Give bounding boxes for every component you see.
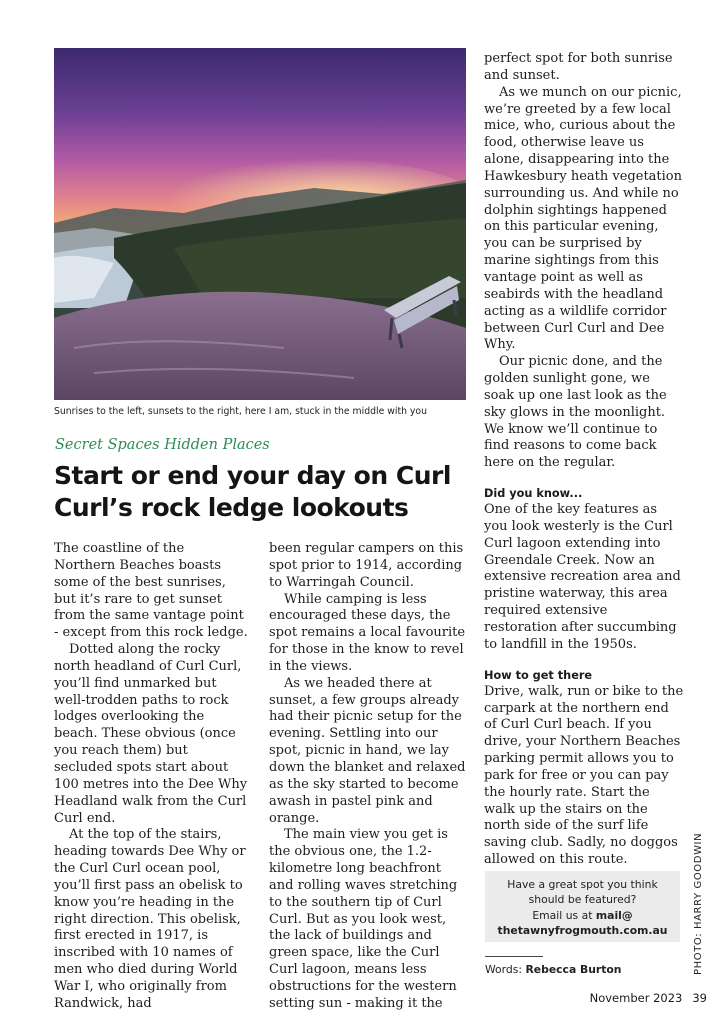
did-you-know-text: One of the key features as you look westerly is the Curl Curl lagoon extending into Greendale Creek. Now an extensive recreation area and pristine waterway, this area required extensive restoration after succumbing to landfill in the 1950s. — [484, 502, 681, 652]
photo-credit: PHOTO: HARRY GOODWIN — [693, 832, 704, 975]
headland-sunset-photo — [54, 48, 466, 400]
paragraph: perfect spot for both sunrise and sunset. — [484, 51, 673, 83]
divider — [485, 956, 543, 957]
did-you-know-heading: Did you know... — [484, 487, 583, 501]
paragraph: As we munch on our picnic, we’re greeted by a few local mice, who, curious about the food, otherwise leave us alone, disappearing into the Hawkesbury heath vegetation surrounding us. And while no dolphin sightings happened on this particular evening, you can be surprised by marine sightings from this vantage point as well as seabirds with the headland acting as a wildlife corridor between Curl Curl and Dee Why. — [484, 84, 682, 353]
article-column-2 — [269, 541, 467, 1013]
callout-line: Have a great spot you think — [507, 878, 658, 891]
paragraph: At the top of the stairs, heading towards Dee Why or the Curl Curl ocean pool, you’ll first pass an obelisk to know you’re heading in the right direction. This obelisk, first erected in 1917, is inscribed with 10 names of men who died during World War I, who originally from Randwick, had — [54, 827, 246, 1011]
email-link-domain[interactable]: thetawnyfrogmouth.com.au — [497, 924, 668, 938]
paragraph: The main view you get is the obvious one, the 1.2-kilometre long beachfront and rolling waves stretching to the southern tip of Curl Curl. But as you look west, the lack of buildings and green space, like the Curl Curl lagoon, means less obstructions for the western setting sun - making it the — [269, 827, 458, 1011]
author-name: Rebecca Burton — [525, 963, 622, 976]
page-footer — [590, 991, 707, 1005]
how-to-get-there-heading: How to get there — [484, 668, 593, 682]
paragraph: Our picnic done, and the golden sunlight gone, we soak up one last look as the sky glows in the moonlight. We know we’ll continue to find reasons to come back here on the regular. — [484, 354, 667, 471]
paragraph: As we headed there at sunset, a few groups already had their picnic setup for the evening. Settling into our spot, picnic in hand, we lay down the blanket and relaxed as the sky started to become awash in pastel pink and orange. — [269, 675, 466, 826]
paragraph: The coastline of the Northern Beaches boasts some of the best sunrises, but it’s rare to get sunset from the same vantage point - except from this rock ledge. — [54, 541, 248, 641]
how-to-get-there-text: Drive, walk, run or bike to the carpark at the northern end of Curl Curl beach. If you drive, your Northern Beaches parking permit allows you to park for free or you can pay the hourly rate. Start the walk up the stairs on the north side of the surf life saving club. Sadly, no doggos allowed on this route. — [484, 683, 684, 868]
page-number: 39 — [692, 991, 707, 1005]
paragraph: been regular campers on this spot prior to 1914, according to Warringah Council. — [269, 541, 464, 590]
callout-email-line: Email us at mail@ — [532, 908, 633, 922]
paragraph: While camping is less encouraged these days, the spot remains a local favourite for those in the know to revel in the views. — [269, 591, 466, 674]
photo-caption: Sunrises to the left, sunsets to the right, here I am, stuck in the middle with you — [54, 406, 428, 417]
issue-date: November 2023 — [589, 991, 683, 1005]
section-kicker: Secret Spaces Hidden Places — [55, 437, 270, 453]
author-credit: Words: Rebecca Burton — [485, 963, 622, 976]
article-column-3 — [484, 51, 684, 869]
callout-line: should be featured? — [528, 893, 637, 907]
article-column-1 — [54, 541, 249, 1013]
article-headline: Start or end your day on Curl Curl’s rock ledge lookouts — [54, 461, 451, 522]
email-link[interactable]: mail@ — [595, 908, 633, 922]
paragraph: Dotted along the rocky north headland of Curl Curl, you’ll find unmarked but well-trodden paths to rock lodges overlooking the beach. These obvious (once you reach them) but secluded spots start about 100 metres into the Dee Why Headland walk from the Curl Curl end. — [54, 642, 248, 826]
photo-scene — [54, 48, 466, 400]
feature-callout-box — [485, 871, 680, 942]
